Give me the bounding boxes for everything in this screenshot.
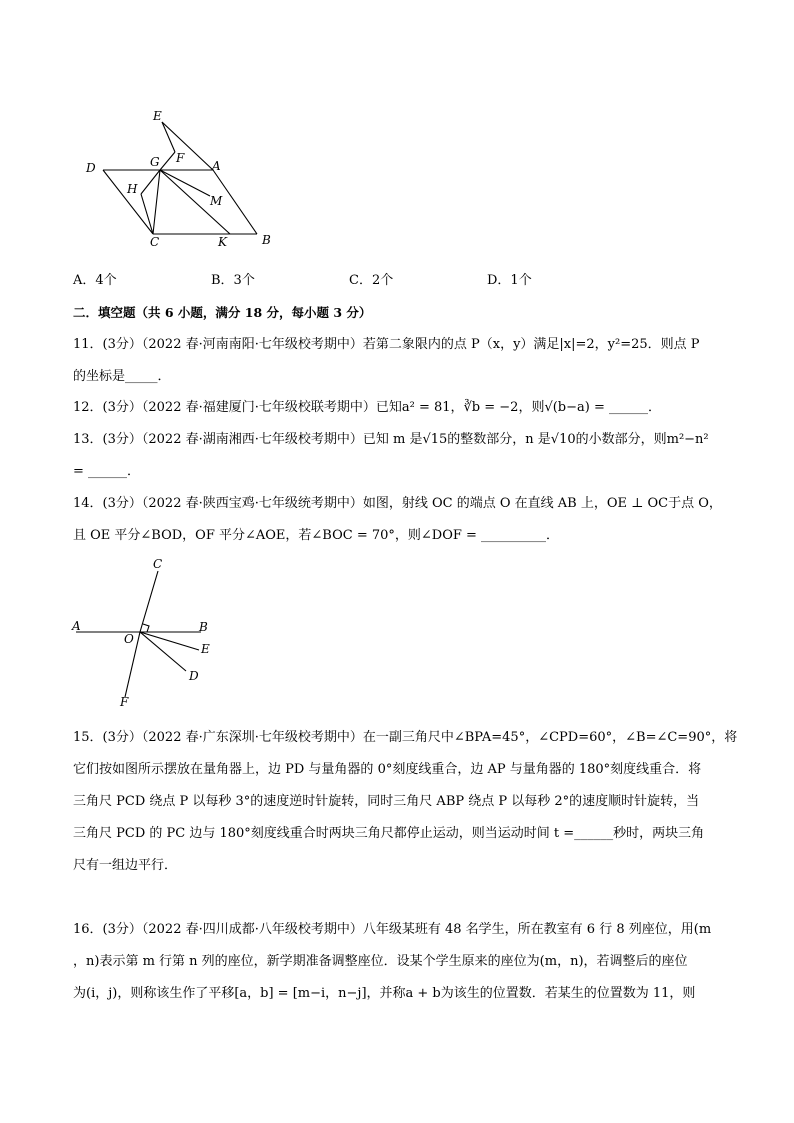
option-a: A．4个 bbox=[73, 273, 117, 288]
label-C: C bbox=[150, 235, 160, 248]
question-13-line2: = ______． bbox=[73, 464, 141, 479]
edge-EF bbox=[162, 122, 175, 152]
figure-angles bbox=[68, 555, 228, 715]
label-G: G bbox=[150, 155, 160, 169]
question-15-line2: 它们按如图所示摆放在量角器上，边 PD 与量角器的 0°刻度线重合，边 AP 与量角器的 180°刻度线重合．将 bbox=[73, 762, 702, 777]
question-11-line2: 的坐标是_____． bbox=[73, 369, 171, 384]
question-11-line1: 11．(3分）（2022 春·河南南阳·七年级校考期中）若第二象限内的点 P（x，y）满足|x|=2，y²=25．则点 P bbox=[73, 337, 700, 352]
label-D: D bbox=[86, 161, 96, 175]
label-C: C bbox=[153, 557, 163, 571]
label-A: A bbox=[72, 619, 81, 633]
question-15-line4: 三角尺 PCD 的 PC 边与 180°刻度线重合时两块三角尺都停止运动，则当运动时间 t =______秒时，两块三角 bbox=[73, 826, 705, 841]
edge-GC bbox=[153, 170, 160, 234]
right-angle-mark bbox=[143, 624, 149, 632]
ray-OE bbox=[140, 632, 199, 650]
label-H: H bbox=[127, 182, 138, 196]
question-15-line5: 尺有一组边平行． bbox=[73, 858, 178, 873]
question-15-line1: 15．(3分）（2022 春·广东深圳·七年级校考期中）在一副三角尺中∠BPA=45°，∠CPD=60°，∠B=∠C=90°，将 bbox=[73, 730, 738, 745]
question-16-line2: ，n)表示第 m 行第 n 列的座位，新学期准备调整座位．设某个学生原来的座位为(m，n)，若调整后的座位 bbox=[73, 954, 688, 969]
question-16-line1: 16．(3分）（2022 春·四川成都·八年级校考期中）八年级某班有 48 名学生，所在教室有 6 行 8 列座位，用(m bbox=[73, 922, 712, 937]
label-O: O bbox=[124, 632, 134, 646]
section-heading: 二．填空题（共 6 小题，满分 18 分，每小题 3 分） bbox=[73, 305, 372, 320]
label-D: D bbox=[189, 669, 199, 683]
figure-parallelogram bbox=[80, 108, 300, 248]
option-d: D．1个 bbox=[487, 273, 532, 288]
question-16-line3: 为(i，j)，则称该生作了平移[a，b] = [m−i，n−j]，并称a + b为该生的位置数．若某生的位置数为 11，则 bbox=[73, 986, 696, 1001]
label-E: E bbox=[201, 642, 210, 656]
label-M: M bbox=[210, 194, 223, 208]
label-F: F bbox=[176, 151, 185, 165]
label-A: A bbox=[212, 159, 221, 173]
label-F: F bbox=[120, 695, 129, 709]
edge-EA bbox=[162, 122, 213, 170]
edge-GH bbox=[141, 170, 160, 194]
question-12-line1: 12．(3分）（2022 春·福建厦门·七年级校联考期中）已知a² = 81，∛b = −2，则√(b−a) = ______． bbox=[73, 400, 662, 415]
question-13-line1: 13．(3分）（2022 春·湖南湘西·七年级校考期中）已知 m 是√15的整数部分，n 是√10的小数部分，则m²−n² bbox=[73, 432, 709, 447]
question-14-line1: 14．(3分）（2022 春·陕西宝鸡·七年级统考期中）如图，射线 OC 的端点 O 在直线 AB 上，OE ⊥ OC于点 O， bbox=[73, 496, 722, 511]
edge-HC bbox=[141, 194, 153, 234]
edge-FG bbox=[160, 152, 175, 170]
question-14-line2: 且 OE 平分∠BOD，OF 平分∠AOE，若∠BOC = 70°，则∠DOF = __________． bbox=[73, 528, 560, 543]
ray-OD bbox=[140, 632, 186, 671]
edge-GM bbox=[160, 170, 210, 196]
label-K: K bbox=[218, 235, 227, 248]
label-E: E bbox=[153, 109, 162, 123]
label-B: B bbox=[199, 620, 208, 634]
option-b: B．3个 bbox=[211, 273, 255, 288]
option-c: C．2个 bbox=[349, 273, 394, 288]
ray-OC bbox=[140, 571, 158, 632]
label-B: B bbox=[262, 233, 271, 247]
question-15-line3: 三角尺 PCD 绕点 P 以每秒 3°的速度逆时针旋转，同时三角尺 ABP 绕点 P 以每秒 2°的速度顺时针旋转，当 bbox=[73, 794, 700, 809]
edge-DC bbox=[103, 170, 153, 234]
